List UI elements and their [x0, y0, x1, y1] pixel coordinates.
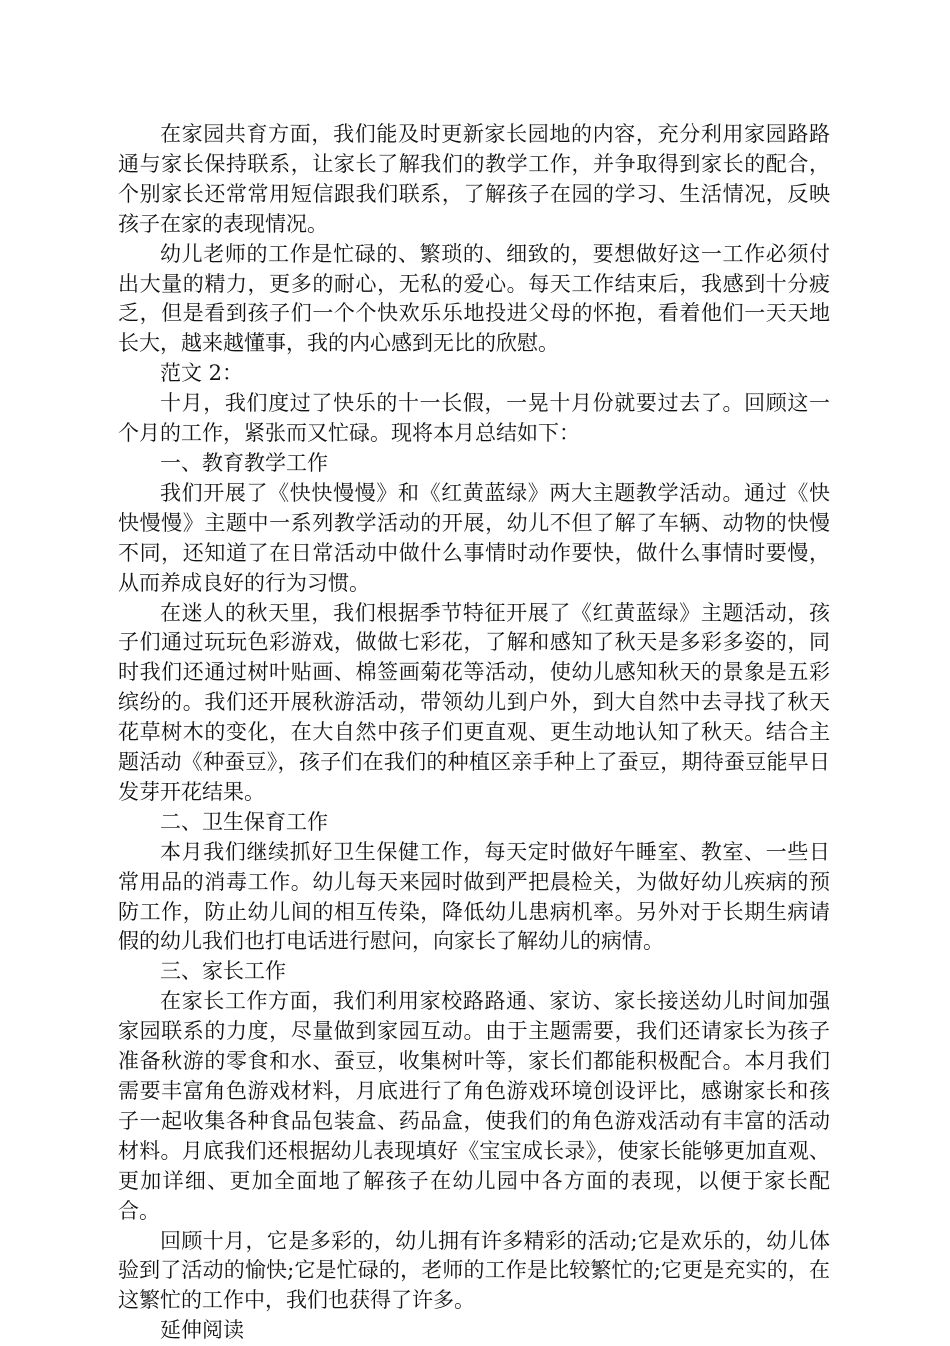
heading-sample-2: 范文 2：	[160, 361, 244, 386]
heading-education: 一、教育教学工作	[160, 450, 328, 475]
paragraph-review: 回顾十月，它是多彩的，幼儿拥有许多精彩的活动;它是欢乐的，幼儿体验到了活动的愉快;它是忙碌的，老师的工作是比较繁忙的;它更是充实的，在这繁忙的工作中，我们也获得了许多。	[118, 1228, 830, 1313]
paragraph-autumn: 在迷人的秋天里，我们根据季节特征开展了《红黄蓝绿》主题活动，孩子们通过玩玩色彩游戏，做做七彩花，了解和感知了秋天是多彩多姿的，同时我们还通过树叶贴画、棉签画菊花等活动，使幼儿感知秋天的景象是五彩缤纷的。我们还开展秋游活动，带领幼儿到户外，到大自然中去寻找了秋天花草树木的变化，在大自然中孩子们更直观、更生动地认知了秋天。结合主题活动《种蚕豆》，孩子们在我们的种植区亲手种上了蚕豆，期待蚕豆能早日发芽开花结果。	[118, 600, 830, 804]
paragraph-teacher-work: 幼儿老师的工作是忙碌的、繁琐的、细致的，要想做好这一工作必须付出大量的精力，更多的耐心，无私的爱心。每天工作结束后，我感到十分疲乏，但是看到孩子们一个个快欢乐乐地投进父母的怀抱，看着他们一天天地长大，越来越懂事，我的内心感到无比的欣慰。	[118, 241, 830, 356]
heading-further-reading: 延伸阅读	[160, 1318, 244, 1343]
paragraph-hygiene: 本月我们继续抓好卫生保健工作，每天定时做好午睡室、教室、一些日常用品的消毒工作。幼儿每天来园时做到严把晨检关，为做好幼儿疾病的预防工作，防止幼儿间的相互传染，降低幼儿患病机率。另外对于长期生病请假的幼儿我们也打电话进行慰问，向家长了解幼儿的病情。	[118, 839, 830, 954]
document-body	[118, 120, 830, 1346]
heading-parents: 三、家长工作	[160, 959, 286, 984]
heading-hygiene: 二、卫生保育工作	[160, 809, 328, 834]
paragraph-themes: 我们开展了《快快慢慢》和《红黄蓝绿》两大主题教学活动。通过《快快慢慢》主题中一系列教学活动的开展，幼儿不但了解了车辆、动物的快慢不同，还知道了在日常活动中做什么事情时动作要快，做什么事情时要慢，从而养成良好的行为习惯。	[118, 480, 830, 595]
paragraph-october-intro: 十月，我们度过了快乐的十一长假，一晃十月份就要过去了。回顾这一个月的工作，紧张而又忙碌。现将本月总结如下：	[118, 391, 830, 446]
paragraph-parents: 在家长工作方面，我们利用家校路路通、家访、家长接送幼儿时间加强家园联系的力度，尽量做到家园互动。由于主题需要，我们还请家长为孩子准备秋游的零食和水、蚕豆，收集树叶等，家长们都能积极配合。本月我们需要丰富角色游戏材料，月底进行了角色游戏环境创设评比，感谢家长和孩子一起收集各种食品包装盒、药品盒，使我们的角色游戏活动有丰富的活动材料。月底我们还根据幼儿表现填好《宝宝成长录》，使家长能够更加直观、更加详细、更加全面地了解孩子在幼儿园中各方面的表现，以便于家长配合。	[118, 989, 830, 1223]
paragraph-home-school: 在家园共育方面，我们能及时更新家长园地的内容，充分利用家园路路通与家长保持联系，让家长了解我们的教学工作，并争取得到家长的配合，个别家长还常常用短信跟我们联系，了解孩子在园的学习、生活情况，反映孩子在家的表现情况。	[118, 122, 830, 236]
